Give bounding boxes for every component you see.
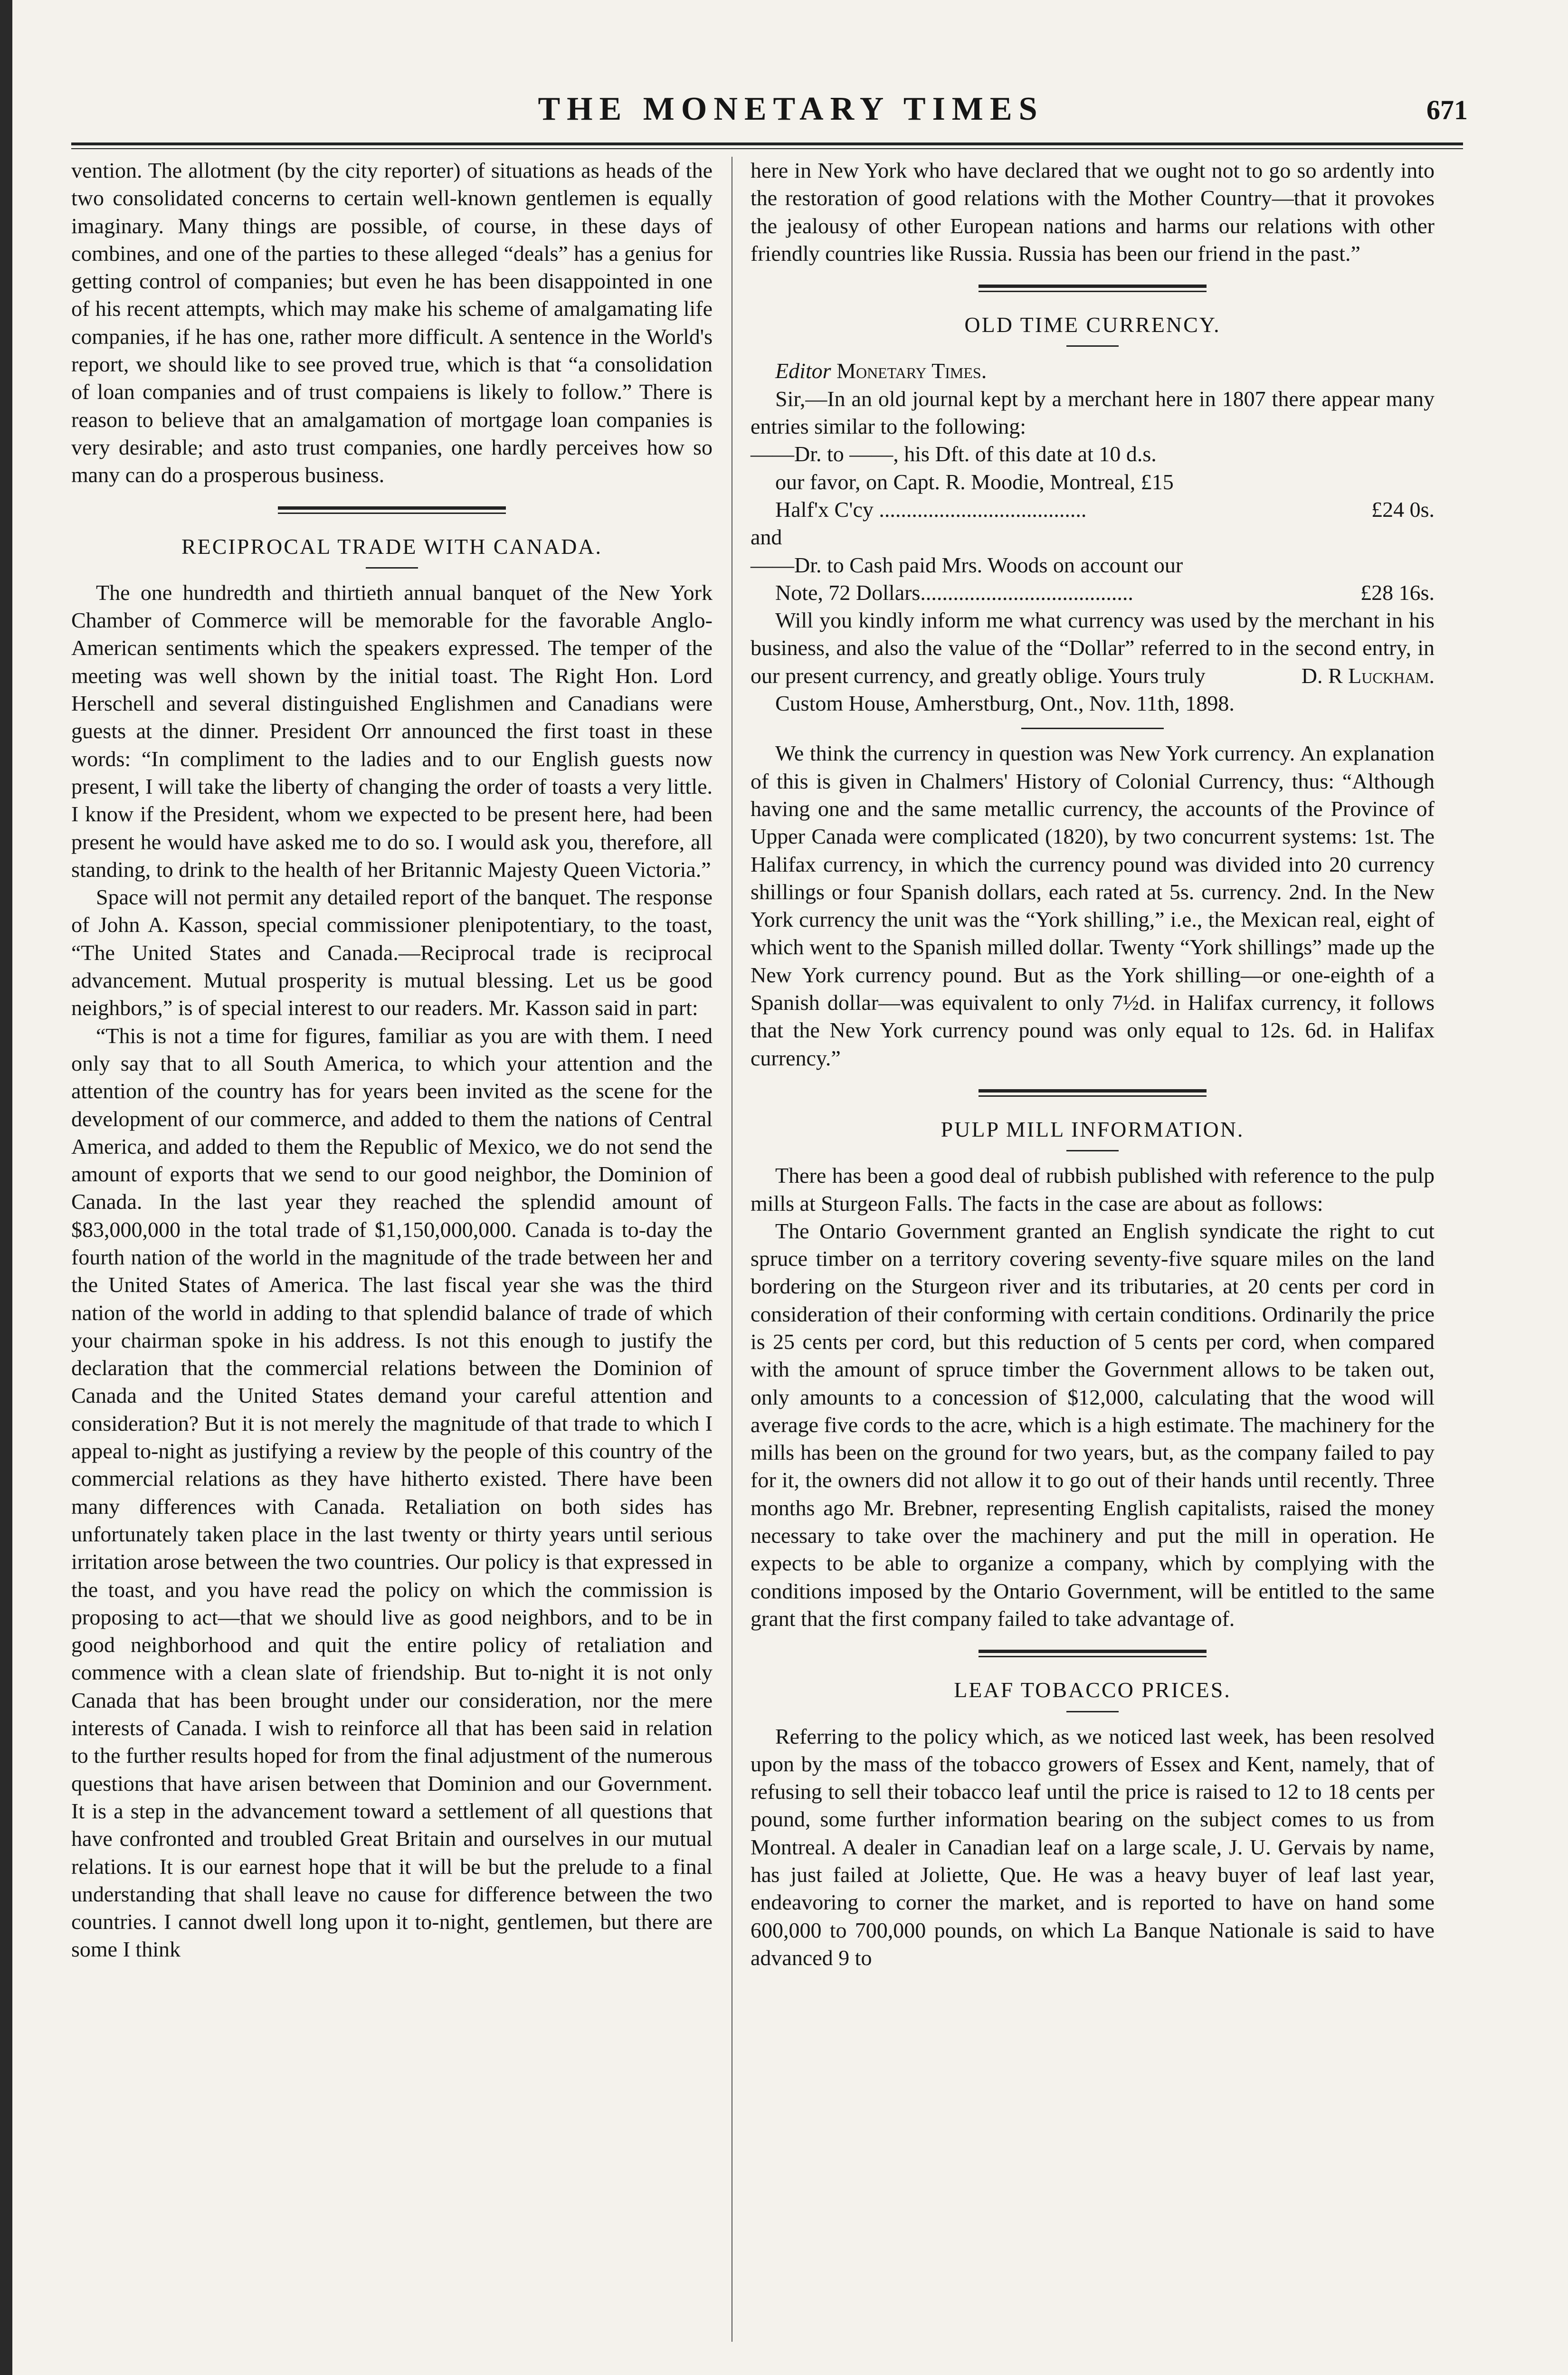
article-paragraph: Space will not permit any detailed report of the banquet. The response of John A. Kasson, special commissioner plenipotentiary, to the toast, “The United States and Canada.—Reciprocal trade is reciprocal advancement. Mutual prosperity is mutual blessing. Let us be good neighbors,” is of special interest to our readers. Mr. Kasson said in part: <box>71 885 713 1020</box>
page-edge <box>0 0 12 2375</box>
page-header <box>71 90 1520 138</box>
heading-reciprocal-trade: RECIPROCAL TRADE WITH CANADA. <box>181 534 603 559</box>
heading-old-time-currency: OLD TIME CURRENCY. <box>964 313 1221 337</box>
heading-leaf-tobacco: LEAF TOBACCO PRICES. <box>954 1678 1231 1702</box>
editor-name: Monetary Times. <box>836 359 987 383</box>
section-rule <box>979 1089 1207 1097</box>
ledger-entry-amount: £24 0s. <box>1371 497 1435 522</box>
continued-paragraph: vention. The allotment (by the city reporter) of situations as heads of the two consolidated concerns to certain well-known gentlemen is equally imaginary. Many things are possible, of course, in these days of combines, and one of the parties to these alleged “deals” has a genius for getting control of companies; but even he has been disappointed in one of his recent attempts, which may make his scheme of amalgamating life companies, if he has one, rather more difficult. A sentence in the World's report, we should like to see proved true, which is that “a consolidation of loan companies and of trust compaiens is likely to follow.” There is reason to believe that an amalgamation of mortgage loan companies is very desirable; and asto trust companies, one hardly perceives how so many can do a prosperous business. <box>71 158 713 487</box>
section-rule <box>979 285 1207 292</box>
ledger-entry-label: Half'x C'cy ...................................... <box>775 497 1087 522</box>
article-paragraph: The one hundredth and thirtieth annual banquet of the New York Chamber of Commerce will be memorable for the favorable Anglo-American sentiments which the speakers expressed. The temper of the meeting was well shown by the initial toast. The Right Hon. Lord Herschell and several distinguished Englishmen and Canadians were guests at the dinner. President Orr announced the first toast in these words: “In compliment to the ladies and to our English guests now present, I will take the liberty of changing the order of toasts a very little. I know if the President, whom we expected to be present here, had been present he would have asked me to do so. I would ask you, therefore, all standing, to drink to the health of her Britannic Majesty Queen Victoria.” <box>71 580 713 882</box>
ledger-and: and <box>751 525 782 550</box>
letter-location: Custom House, Amherstburg, Ont., Nov. 11th, 1898. <box>775 691 1235 716</box>
ledger-entry-label: Note, 72 Dollars....................................... <box>775 580 1133 605</box>
ledger-entry-amount-row <box>751 496 1435 523</box>
letter-rule <box>1021 728 1164 729</box>
ledger-entry: ——Dr. to ——, his Dft. of this date at 10 d.s. <box>751 442 1157 466</box>
ledger-entry: our favor, on Capt. R. Moodie, Montreal, £15 <box>775 469 1174 494</box>
heading-underline <box>1066 345 1119 347</box>
header-rule <box>71 142 1463 149</box>
letter-question-text: Will you kindly inform me what currency was used by the merchant in his business, and also the value of the “Dollar” referred to in the second entry, in our present currency, and greatly oblige. Yours truly <box>751 608 1435 688</box>
article-paragraph: “This is not a time for figures, familiar as you are with them. I need only say that to all South America, to which your attention and the attention of the country has for years been invited as the scene for the development of our commerce, and added to them the nations of Central America, and added to them the Republic of Mexico, we do not send the amount of exports that we send to our good neighbor, the Dominion of Canada. In the last year they reached the splendid amount of $83,000,000 in the total trade of $1,150,000,000. Canada is to-day the fourth nation of the world in the magnitude of the trade between her and the United States of America. The last fiscal year she was the third nation of the world in adding to that splendid balance of trade of which your chairman spoke in his address. Is not this enough to justify the declaration that the commercial relations between the Dominion of Canada and the United States demand your careful attention and consideration? But it is not merely the magnitude of that trade to which I appeal to-night as justifying a review by the people of this country of the commercial relations as they have hitherto existed. There have been many differences with Canada. Retaliation on both sides has unfortunately taken place in the last twenty or thirty years until serious irritation arose between the two countries. Our policy is that expressed in the toast, and you have read the policy on which the commission is proposing to act—that we should live as good neighbors, and to be in good neighborhood and quit the entire policy of retaliation and commence with a clean slate of friendship. But to-night it is not only Canada that has been brought under our consideration, nor the mere interests of Canada. I wish to reinforce all that has been said in relation to the further results hoped for from the final adjustment of the numerous questions that have arisen between that Dominion and our Government. It is a step in the advancement toward a settlement of all questions that have confronted and troubled Great Britain and ourselves in our mutual relations. It is our earnest hope that it will be but the prelude to a final understanding that shall leave no cause for difference between the two countries. I cannot dwell long upon it to-night, gentlemen, but there are some I think <box>71 1023 713 1962</box>
left-column <box>71 157 713 1964</box>
ledger-entry-amount-row <box>751 579 1435 607</box>
page-number: 671 <box>1426 95 1468 125</box>
section-rule <box>979 1650 1207 1657</box>
ledger-entry-amount: £28 16s. <box>1360 580 1435 605</box>
section-rule <box>278 506 506 514</box>
article-paragraph: Referring to the policy which, as we noticed last week, has been resolved upon by the mass of the tobacco growers of Essex and Kent, namely, that of refusing to sell their tobacco leaf until the price is raised to 12 to 18 cents per pound, some further information bearing on the subject comes to us from Montreal. A dealer in Canadian leaf on a large scale, J. U. Gervais by name, has just failed at Joliette, Que. He was a heavy buyer of leaf last year, endeavoring to corner the market, and is reported to have on hand some 600,000 to 700,000 pounds, on which La Banque Nationale is said to have advanced 9 to <box>751 1724 1435 1970</box>
continued-paragraph: here in New York who have declared that we ought not to go so ardently into the restoration of good relations with the Mother Country—that it provokes the jealousy of other European nations and harms our relations with other friendly countries like Russia. Russia has been our friend in the past.” <box>751 158 1435 266</box>
heading-pulp-mill: PULP MILL INFORMATION. <box>941 1117 1245 1141</box>
heading-underline <box>1066 1150 1119 1151</box>
right-column <box>751 157 1435 1972</box>
heading-underline <box>1066 1711 1119 1712</box>
article-paragraph: The Ontario Government granted an English syndicate the right to cut spruce timber on a territory covering seventy-five square miles on the land bordering on the Sturgeon river and its tributaries, at 20 cents per cord in consideration of their conforming with certain conditions. Ordinarily the price is 25 cents per cord, but this reduction of 5 cents per cord, when compared with the amount of spruce timber the Government allows to be taken out, only amounts to a concession of $12,000, calculating that the wood will average five cords to the acre, which is a high estimate. The machinery for the mills has been on the ground for two years, but, as the company failed to pay for it, the owners did not allow it to go out of their hands until recently. Three months ago Mr. Brebner, representing English capitalists, raised the money necessary to take over the machinery and put the mill in operation. He expects to be able to organize a company, which by complying with the conditions imposed by the Ontario Government, will be entitled to the same grant that the first company failed to take advantage of. <box>751 1218 1435 1631</box>
letter-question <box>751 607 1435 690</box>
letter-intro: Sir,—In an old journal kept by a merchant here in 1807 there appear many entries similar to the following: <box>751 386 1435 439</box>
letter-signature: D. R Luckham. <box>1301 663 1435 688</box>
masthead-title: THE MONETARY TIMES <box>538 91 1044 127</box>
editor-prefix: Editor <box>775 359 831 383</box>
letter-salutation <box>751 357 1435 385</box>
editor-reply: We think the currency in question was New York currency. An explanation of this is given in Chalmers' History of Colonial Currency, thus: “Although having one and the same metallic currency, the accounts of the Province of Upper Canada were complicated (1820), by two concurrent systems: 1st. The Halifax currency, in which the currency pound was divided into 20 currency shillings or four Spanish dollars, each rated at 5s. currency. 2nd. In the New York currency the unit was the “York shilling,” i.e., the Mexican real, eight of which went to the Spanish milled dollar. Twenty “York shillings” made up the New York currency pound. But as the York shilling—or one-eighth of a Spanish dollar—was equivalent to only 7½d. in Halifax currency, it follows that the New York currency pound was only equal to 12s. 6d. in Halifax currency.” <box>751 741 1435 1070</box>
ledger-entry: ——Dr. to Cash paid Mrs. Woods on account our <box>751 552 1183 577</box>
heading-underline <box>366 567 418 569</box>
article-paragraph: There has been a good deal of rubbish published with reference to the pulp mills at Sturgeon Falls. The facts in the case are about as follows: <box>751 1163 1435 1216</box>
